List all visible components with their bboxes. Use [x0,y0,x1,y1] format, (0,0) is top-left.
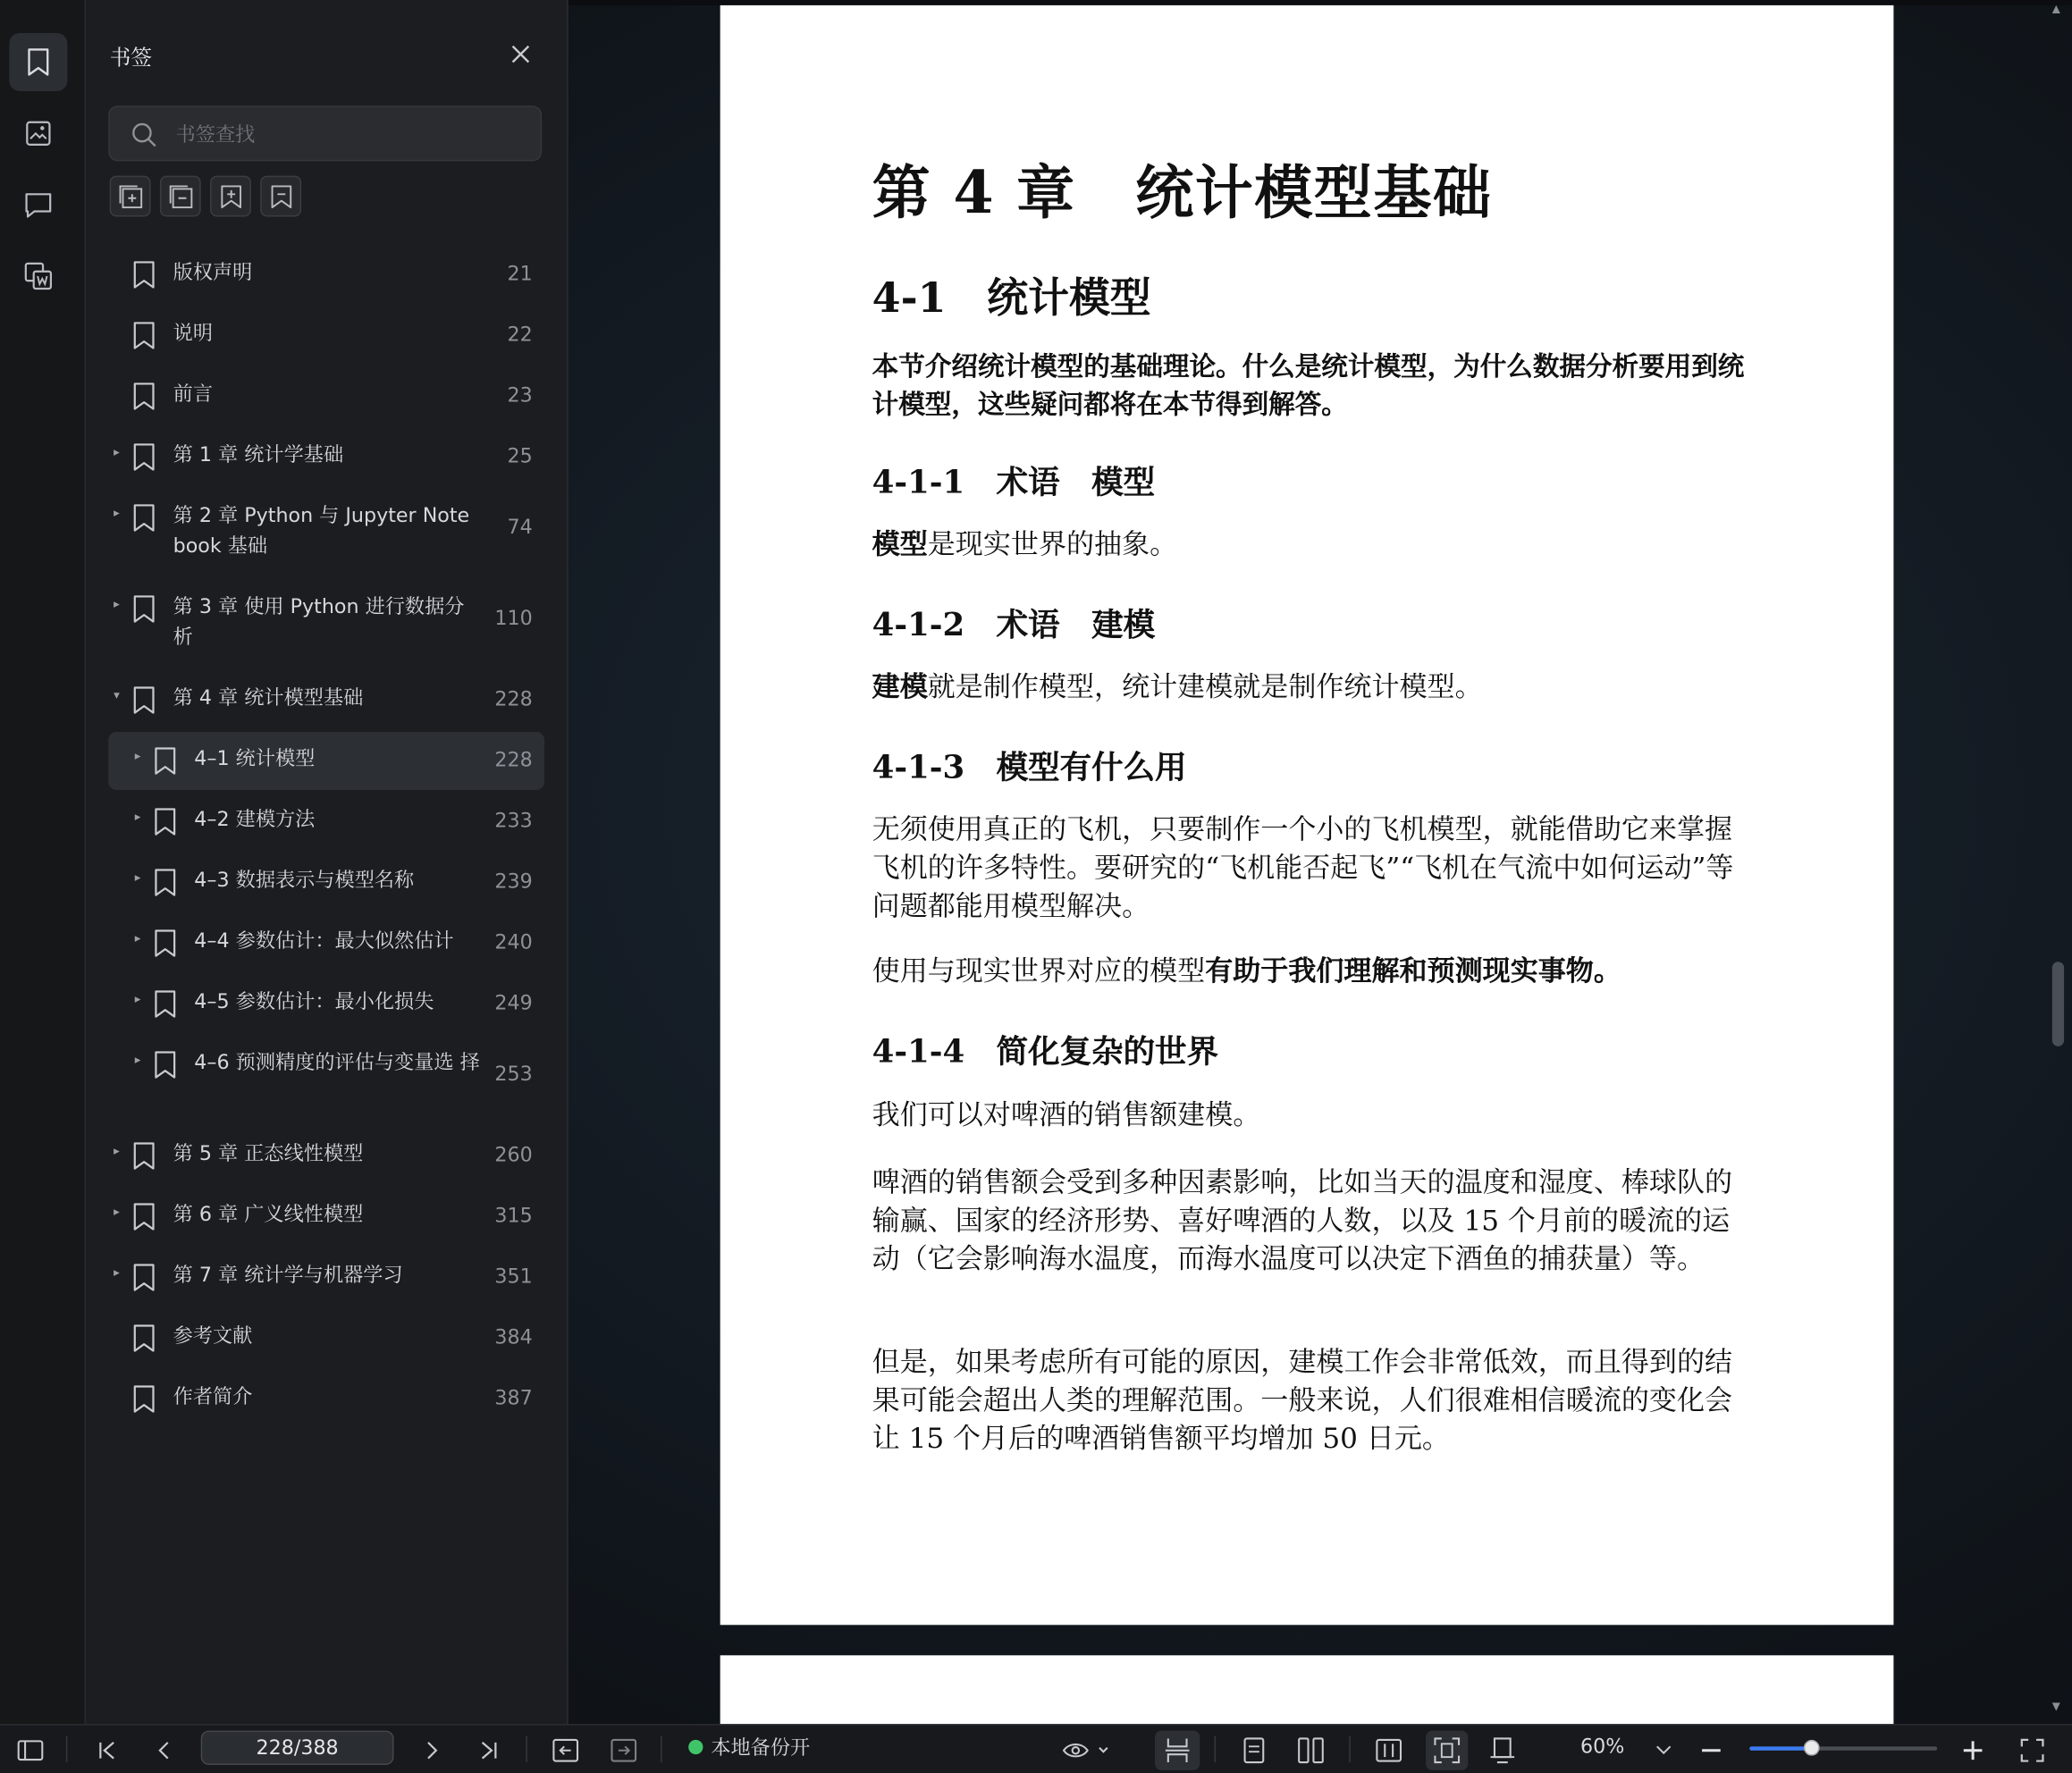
bookmark-page-number: 25 [507,443,533,468]
bookmark-item[interactable] [108,1127,544,1185]
page-layout-icon[interactable] [1488,1735,1518,1765]
heading-4-1-1: 4-1-1 术语 模型 [872,462,1156,501]
attachment-icon[interactable] [9,247,67,305]
expand-caret-icon[interactable]: ▸ [114,1266,120,1281]
bookmark-item[interactable] [108,914,544,972]
bookmark-label: 4–4 参数估计：最大似然估计 [194,929,454,953]
zoom-in-icon[interactable] [1961,1735,1985,1765]
chapter-title: 第 4 章 统计模型基础 [872,159,1493,228]
forward-icon[interactable] [609,1735,638,1765]
expand-caret-icon[interactable]: ▸ [134,871,141,886]
zoom-slider[interactable] [1749,1746,1937,1750]
bookmark-label: 版权声明 [173,260,253,284]
expand-caret-icon[interactable]: ▸ [134,993,141,1007]
expand-caret-icon[interactable]: ▸ [114,507,120,521]
zoom-dropdown-icon[interactable] [1653,1735,1674,1765]
backup-label: 本地备份开 [711,1735,811,1760]
bookmark-item[interactable] [108,489,544,575]
bookmark-page-number: 21 [507,261,533,286]
bookmark-search[interactable] [108,105,542,161]
scrollbar-thumb[interactable] [2052,962,2064,1046]
paragraph-4-1-4c: 但是，如果考虑所有可能的原因，建模工作会非常低效，而且得到的结果可能会超出人类的理解范围。一般来说，人们很难相信暖流的变化会让 15 个月后的啤酒销售额平均增加 50 日元。 [872,1346,1733,1455]
section-title: 4-1 统计模型 [872,274,1151,323]
bookmark-item[interactable] [108,853,544,912]
expand-caret-icon[interactable]: ▸ [114,598,120,612]
collapse-all-icon[interactable] [160,176,201,217]
comment-icon[interactable] [9,176,67,234]
bookmark-icon [132,1202,156,1231]
section-lead: 本节介绍统计模型的基础理论。什么是统计模型，为什么数据分析要用到统计模型，这些疑问都将在本节得到解答。 [872,349,1745,421]
bookmark-item[interactable] [108,671,544,729]
bookmark-icon [132,594,156,624]
expand-all-icon[interactable] [110,176,151,217]
paragraph-4-1-1: 模型是现实世界的抽象。 [872,528,1178,560]
bookmark-label: 第 4 章 统计模型基础 [173,685,364,710]
bookmark-panel-icon[interactable] [9,33,67,91]
bookmark-item[interactable] [108,793,544,851]
bookmark-item[interactable] [108,428,544,486]
bookmark-page-number: 249 [494,990,533,1015]
heading-4-1-4: 4-1-4 简化复杂的世界 [872,1031,1219,1071]
bookmark-item[interactable] [108,1370,544,1428]
fit-width-icon[interactable] [1374,1735,1403,1765]
paragraph-4-1-3a: 无须使用真正的飞机，只要制作一个小的飞机模型，就能借助它来掌握飞机的许多特性。要研究的“飞机能否起飞”“飞机在气流中如何运动”等问题都能用模型解决。 [872,813,1734,922]
add-bookmark-icon[interactable] [210,176,251,217]
bookmark-label: 前言 [173,382,214,406]
status-bar [0,1724,2072,1773]
bookmark-page-number: 351 [494,1264,533,1289]
bookmark-icon [132,685,156,715]
bookmark-icon [132,1323,156,1353]
two-page-icon[interactable] [1296,1735,1326,1765]
last-page-icon[interactable] [475,1735,504,1765]
bookmark-page-number: 240 [494,929,533,954]
previous-page-icon[interactable] [149,1735,179,1765]
bookmark-page-number: 315 [494,1203,533,1228]
bookmark-icon [132,382,156,411]
bookmark-toolbar [110,176,301,217]
divider [66,1735,67,1762]
bookmark-page-number: 23 [507,382,533,408]
scroll-down-arrow[interactable]: ▼ [2051,1700,2060,1712]
bookmark-page-number: 239 [494,869,533,894]
bookmark-label: 参考文献 [173,1323,253,1348]
bookmark-icon [153,868,177,897]
bookmark-icon [153,1050,177,1080]
expand-caret-icon[interactable]: ▸ [114,446,120,460]
bookmark-label: 说明 [173,321,214,345]
search-input[interactable] [173,118,522,152]
bookmark-label: 第 5 章 正态线性模型 [173,1141,364,1165]
bookmark-label: 第 2 章 Python 与 Jupyter Note book 基础 [173,503,470,558]
bookmark-item[interactable] [108,975,544,1033]
bookmark-icon [153,929,177,958]
fit-page-icon[interactable] [1426,1731,1468,1770]
fullscreen-icon[interactable] [2017,1735,2047,1765]
bookmark-item[interactable] [108,1248,544,1307]
bookmark-icon [153,807,177,836]
bookmark-label: 4–6 预测精度的评估与变量选 择 [194,1050,480,1074]
bookmark-icon [132,1141,156,1171]
bookmark-icon [132,503,156,533]
next-page[interactable] [720,1655,1894,1735]
bookmark-label: 第 7 章 统计学与机器学习 [173,1263,403,1287]
bookmark-item[interactable] [108,367,544,425]
bookmark-panel [86,0,569,1724]
page-number-field[interactable]: 228/388 [201,1731,394,1765]
expand-caret-icon[interactable]: ▸ [134,811,141,825]
expand-caret-icon[interactable]: ▸ [114,1206,120,1220]
back-icon[interactable] [551,1735,580,1765]
bookmark-label: 4–3 数据表示与模型名称 [194,868,415,892]
expand-caret-icon[interactable]: ▸ [134,932,141,946]
single-page-icon[interactable] [1240,1735,1269,1765]
bookmark-page-number: 233 [494,808,533,833]
paragraph-4-1-4b: 啤酒的销售额会受到多种因素影响，比如当天的温度和湿度、棒球队的输赢、国家的经济形势、喜好啤酒的人数，以及 15 个月前的暖流的运动（它会影响海水温度，而海水温度可以决定下酒鱼的捕获量）等。 [872,1166,1733,1275]
zoom-slider-fill [1749,1746,1811,1750]
bookmark-icon [132,321,156,350]
paragraph-4-1-4a: 我们可以对啤酒的销售额建模。 [872,1098,1261,1131]
expand-caret-icon[interactable]: ▸ [114,1145,120,1159]
toggle-sidebar-icon[interactable] [16,1735,46,1765]
bookmark-icon [132,1384,156,1414]
thumbnail-icon[interactable] [9,105,67,163]
divider [1349,1735,1350,1762]
bookmark-icon [132,1263,156,1292]
collapse-caret-icon[interactable]: ▾ [114,689,120,703]
heading-4-1-3: 4-1-3 模型有什么用 [872,747,1187,786]
zoom-slider-knob[interactable] [1804,1740,1820,1756]
bookmark-label: 第 6 章 广义线性模型 [173,1202,364,1226]
bookmark-icon [132,260,156,290]
bookmark-page-number: 228 [494,686,533,711]
panel-title: 书签 [109,45,153,71]
icon-rail [0,0,86,1724]
bookmark-page-number: 387 [494,1385,533,1410]
paragraph-4-1-2: 建模就是制作模型，统计建模就是制作统计模型。 [872,670,1483,703]
bookmark-item[interactable] [108,1309,544,1367]
bookmark-item[interactable] [108,580,544,666]
close-icon[interactable] [506,39,535,69]
bookmark-item[interactable] [108,246,544,304]
bookmark-item[interactable] [108,307,544,365]
paragraph-4-1-3b: 使用与现实世界对应的模型有助于我们理解和预测现实事物。 [872,954,1621,987]
bookmark-label: 4–1 统计模型 [194,746,316,770]
bookmark-item[interactable] [108,732,544,790]
bookmark-page-number: 74 [507,515,533,540]
bookmark-page-number: 228 [494,747,533,772]
remove-bookmark-icon[interactable] [260,176,301,217]
bookmark-page-number: 22 [507,322,533,347]
backup-status-dot [688,1740,703,1754]
bookmark-icon [132,442,156,472]
bookmark-label: 4–5 参数估计：最小化损失 [194,989,434,1013]
search-icon [131,122,157,148]
heading-4-1-2: 4-1-2 术语 建模 [872,605,1156,643]
expand-caret-icon[interactable]: ▸ [134,750,141,764]
bookmark-page-number: 384 [494,1324,533,1349]
expand-caret-icon[interactable]: ▸ [134,1054,141,1068]
next-page-icon[interactable] [417,1735,447,1765]
scroll-up-arrow[interactable]: ▲ [2051,2,2060,15]
bookmark-page-number: 110 [494,606,533,631]
bookmark-item[interactable] [108,1188,544,1246]
zoom-out-icon[interactable] [1699,1735,1723,1765]
bookmark-label: 第 3 章 使用 Python 进行数据分 析 [173,594,465,649]
local-backup-status[interactable] [688,1734,810,1761]
document-page[interactable] [720,5,1894,1625]
bookmark-label: 第 1 章 统计学基础 [173,442,344,466]
bookmark-label: 作者简介 [173,1384,253,1408]
bookmark-page-number: 253 [494,1062,533,1087]
bookmark-page-number: 260 [494,1142,533,1167]
eye-view-icon[interactable] [1060,1735,1113,1765]
bookmark-label: 4–2 建模方法 [194,807,316,831]
divider [1215,1735,1216,1762]
continuous-scroll-icon[interactable] [1155,1731,1200,1770]
zoom-level[interactable]: 60% [1580,1735,1625,1759]
first-page-icon[interactable] [92,1735,122,1765]
bookmark-icon [153,746,177,776]
bookmark-item[interactable] [108,1036,544,1122]
bookmark-icon [153,989,177,1019]
